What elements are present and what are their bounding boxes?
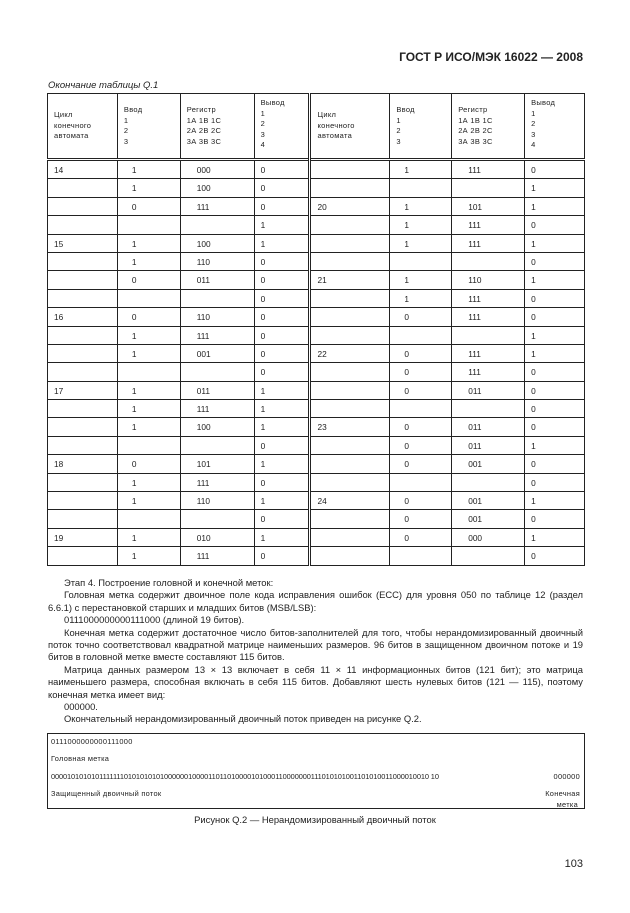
table-cell [390, 326, 452, 344]
table-cell [48, 473, 118, 491]
table-cell [117, 436, 180, 454]
header-register [452, 94, 525, 160]
table-cell [180, 363, 254, 381]
table-cell: 011 [180, 381, 254, 399]
paragraph: Матрица данных размером 13 × 13 включает в себя 11 × 11 информационных битов (121 бит); это матрица наименьшего размера, способная включать в себя 115 битов. Добавляют шесть нулевых битов (121 — 115), поэтому конечная метка имеет вид: [48, 663, 583, 700]
table-cell [180, 289, 254, 307]
table-cell: 111 [180, 547, 254, 565]
table-cell: 24 [310, 492, 390, 510]
table-cell: 0 [117, 271, 180, 289]
table-row [48, 234, 585, 252]
table-cell: 0 [117, 308, 180, 326]
table-cell: 111 [180, 473, 254, 491]
table-cell: 111 [452, 160, 525, 179]
table-cell: 1 [117, 234, 180, 252]
table-cell: 0 [525, 418, 585, 436]
table-cell [48, 492, 118, 510]
table-row [48, 418, 585, 436]
table-cell [48, 418, 118, 436]
table-cell: 0 [390, 510, 452, 528]
header-line: Цикл [54, 110, 73, 120]
table-cell [390, 400, 452, 418]
header-line: 2 [531, 119, 536, 128]
header-line: 3 [531, 129, 536, 139]
table-header-row [48, 94, 585, 160]
table-cell [48, 326, 118, 344]
table-cell: 1 [254, 492, 310, 510]
table-cell: 1 [117, 252, 180, 270]
header-line: Вывод [531, 98, 556, 107]
table-cell [452, 547, 525, 565]
table-cell [310, 234, 390, 252]
table-cell: 0 [117, 455, 180, 473]
header-line: 2А 2В 2С [458, 126, 493, 135]
table-cell: 010 [180, 528, 254, 546]
header-line: 1А 1В 1С [458, 115, 493, 125]
table-cell: 0 [525, 400, 585, 418]
table-row [48, 381, 585, 399]
table-row [48, 271, 585, 289]
header-line: Регистр [186, 105, 216, 114]
table-cell [117, 363, 180, 381]
table-cell: 0 [525, 547, 585, 565]
table-cell: 1 [117, 473, 180, 491]
table-row [48, 160, 585, 179]
header-line: 1 [396, 115, 401, 125]
header-line: 3А 3В 3С [458, 136, 493, 146]
table-cell: 011 [452, 381, 525, 399]
header-line: 1 [123, 115, 129, 125]
table-cell: 1 [525, 179, 585, 197]
paragraph: Окончательный нерандомизированный двоичный поток приведен на рисунке Q.2. [64, 713, 422, 725]
table-cell: 1 [254, 528, 310, 546]
table-cell: 0 [390, 381, 452, 399]
table-cell [310, 308, 390, 326]
table-cell: 1 [390, 216, 452, 234]
table-cell: 0 [390, 528, 452, 546]
header-output [254, 94, 310, 160]
table-row [48, 436, 585, 454]
table-cell: 0 [390, 436, 452, 454]
table-cell: 1 [117, 160, 180, 179]
table-cell: 17 [48, 381, 118, 399]
table-cell: 16 [48, 308, 118, 326]
table-cell: 0 [254, 160, 310, 179]
table-cell [310, 363, 390, 381]
header-line: 1А 1В 1С [186, 115, 222, 125]
table-cell: 0 [254, 473, 310, 491]
header-line: 3 [123, 136, 129, 146]
table-cell [117, 289, 180, 307]
paragraph: Этап 4. Построение головной и конечной меток: [64, 577, 274, 588]
table-row [48, 326, 585, 344]
header-line: 4 [531, 140, 536, 149]
table-cell: 1 [254, 455, 310, 473]
table-cell: 1 [254, 216, 310, 234]
table-cell [452, 252, 525, 270]
table-cell: 110 [452, 271, 525, 289]
table-cell [48, 179, 118, 197]
table-cell: 111 [452, 289, 525, 307]
header-line: Вывод [260, 98, 285, 107]
table-cell: 101 [180, 455, 254, 473]
table-cell: 111 [452, 234, 525, 252]
header-line: 1 [531, 108, 536, 118]
table-cell: 1 [117, 381, 180, 399]
table-cell [180, 216, 254, 234]
table-row [48, 547, 585, 565]
header-line: автомата [54, 131, 89, 141]
header-line: 2 [396, 126, 401, 135]
table-cell: 111 [180, 197, 254, 215]
table-cell: 22 [310, 344, 390, 362]
paragraph: 0111000000000111000 (длиной 19 битов). [64, 614, 245, 626]
table-cell: 1 [117, 400, 180, 418]
state-table [47, 93, 585, 566]
table-cell: 1 [390, 271, 452, 289]
table-cell [390, 252, 452, 270]
table-cell: 111 [452, 216, 525, 234]
table-row [48, 455, 585, 473]
document-id: ГОСТ Р ИСО/МЭК 16022 — 2008 [399, 50, 583, 64]
table-cell: 101 [452, 197, 525, 215]
table-cell [310, 547, 390, 565]
end-label: Конечная [545, 789, 580, 798]
table-row [48, 363, 585, 381]
table-cell [180, 436, 254, 454]
table-cell: 0 [117, 197, 180, 215]
table-cell [310, 400, 390, 418]
table-cell: 0 [525, 216, 585, 234]
table-cell: 111 [452, 308, 525, 326]
table-cell [310, 252, 390, 270]
table-cell: 1 [254, 400, 310, 418]
table-cell: 1 [525, 528, 585, 546]
table-cell: 100 [180, 179, 254, 197]
table-cell: 0 [254, 326, 310, 344]
table-cell: 001 [452, 455, 525, 473]
table-cell: 1 [525, 436, 585, 454]
table-row [48, 473, 585, 491]
table-cell: 20 [310, 197, 390, 215]
table-cell: 0 [254, 547, 310, 565]
table-cell: 1 [254, 234, 310, 252]
header-line: 2 [123, 126, 129, 135]
table-row [48, 400, 585, 418]
table-cell: 1 [117, 326, 180, 344]
table-cell [310, 436, 390, 454]
header-line: 1 [260, 108, 266, 118]
head-bits: 0111000000000111000 [51, 737, 133, 746]
end-label-2: метка [556, 800, 578, 809]
table-row [48, 289, 585, 307]
table-cell: 1 [117, 179, 180, 197]
table-cell: 1 [390, 234, 452, 252]
table-cell: 21 [310, 271, 390, 289]
header-line: 4 [260, 140, 266, 149]
stream-bits: 000010101010111111101010101010000001000011011010000101000110000000111010101001101010011000010010 10 [51, 772, 439, 781]
table-cell: 0 [525, 308, 585, 326]
table-cell: 100 [180, 418, 254, 436]
paragraph: Конечная метка содержит достаточное число битов-заполнителей для того, чтобы нерандомизированный двоичный поток точно соответствовал квадратной матрице наименьших размеров. 96 битов в защищенном двоичном потоке и 19 битов в головной метке вместе составляют 115 битов. [48, 626, 583, 663]
table-cell: 0 [254, 344, 310, 362]
table-cell [48, 547, 118, 565]
table-cell: 0 [390, 455, 452, 473]
table-cell [310, 179, 390, 197]
header-line: 3 [260, 129, 266, 139]
table-row [48, 252, 585, 270]
table-cell: 1 [525, 492, 585, 510]
table-cell: 0 [390, 344, 452, 362]
table-cell: 110 [180, 252, 254, 270]
table-cell: 0 [525, 381, 585, 399]
table-cell: 1 [525, 326, 585, 344]
table-cell: 14 [48, 160, 118, 179]
header-line: 2А 2В 2С [186, 126, 222, 135]
table-cell [310, 289, 390, 307]
table-cell [452, 326, 525, 344]
table-cell [48, 252, 118, 270]
table-cell: 0 [525, 363, 585, 381]
header-line: Ввод [123, 105, 143, 114]
table-cell: 0 [525, 160, 585, 179]
table-row [48, 197, 585, 215]
table-cell [390, 179, 452, 197]
table-cell: 000 [452, 528, 525, 546]
table-cell: 0 [390, 308, 452, 326]
table-row [48, 510, 585, 528]
header-input [390, 94, 452, 160]
table-row [48, 216, 585, 234]
table-cell [48, 271, 118, 289]
table-cell: 111 [452, 344, 525, 362]
table-cell: 0 [254, 436, 310, 454]
table-cell: 011 [452, 436, 525, 454]
table-cell: 0 [390, 363, 452, 381]
table-cell [48, 197, 118, 215]
table-cell: 1 [254, 381, 310, 399]
table-cell: 100 [180, 234, 254, 252]
table-cell: 1 [390, 289, 452, 307]
table-cell: 110 [180, 492, 254, 510]
table-cell: 0 [525, 510, 585, 528]
table-cell: 1 [117, 547, 180, 565]
table-cell: 111 [180, 326, 254, 344]
table-cell: 0 [254, 271, 310, 289]
table-cell [117, 216, 180, 234]
table-cell: 1 [117, 528, 180, 546]
table-row [48, 179, 585, 197]
table-row [48, 344, 585, 362]
header-line: 3 [396, 136, 401, 146]
table-cell [48, 436, 118, 454]
table-cell [310, 326, 390, 344]
table-cell: 0 [254, 252, 310, 270]
table-cell [452, 400, 525, 418]
header-line: Регистр [458, 105, 488, 114]
table-cell: 1 [117, 418, 180, 436]
header-input [117, 94, 180, 160]
table-cell: 111 [452, 363, 525, 381]
paragraph: 000000. [64, 701, 98, 713]
page-number: 103 [564, 858, 583, 870]
header-line: конечного [317, 120, 355, 130]
paragraph: Головная метка содержит двоичное поле кода исправления ошибок (ЕСС) для уровня 050 по таблице 12 (раздел 6.6.1) с перестановкой старших и младших битов (MSB/LSB): [48, 589, 583, 613]
stream-label: Защищенный двоичный поток [51, 789, 162, 798]
table-cell: 0 [390, 492, 452, 510]
table-cell [310, 455, 390, 473]
head-label: Головная метка [51, 754, 110, 763]
header-line: Цикл [317, 110, 337, 120]
table-cell [310, 473, 390, 491]
figure-q2 [47, 733, 585, 809]
table-cell [452, 473, 525, 491]
table-cell: 0 [254, 179, 310, 197]
table-cell: 1 [525, 234, 585, 252]
table-cell [48, 363, 118, 381]
table-cell: 0 [390, 418, 452, 436]
table-cell: 0 [525, 289, 585, 307]
table-cell: 0 [525, 252, 585, 270]
table-cell: 001 [452, 510, 525, 528]
table-cell: 0 [254, 363, 310, 381]
header-line: Ввод [396, 105, 415, 114]
table-cell [48, 510, 118, 528]
table-cell: 001 [180, 344, 254, 362]
table-cell: 0 [254, 510, 310, 528]
table-cell [180, 510, 254, 528]
table-cell [310, 160, 390, 179]
figure-caption: Рисунок Q.2 — Нерандомизированный двоичный поток [194, 814, 436, 825]
table-cell: 110 [180, 308, 254, 326]
table-cell: 011 [452, 418, 525, 436]
table-cell: 1 [525, 344, 585, 362]
table-cell: 1 [390, 197, 452, 215]
table-cell: 1 [254, 418, 310, 436]
table-cell [452, 179, 525, 197]
table-cell: 1 [117, 344, 180, 362]
end-bits: 000000 [553, 772, 580, 781]
table-cell [390, 473, 452, 491]
header-line: автомата [317, 131, 353, 141]
table-cell: 23 [310, 418, 390, 436]
table-cell: 0 [254, 289, 310, 307]
table-cell: 0 [254, 308, 310, 326]
table-cell [310, 528, 390, 546]
table-cell [390, 547, 452, 565]
header-cycle [48, 94, 118, 160]
header-cycle [310, 94, 390, 160]
table-row [48, 492, 585, 510]
table-cell: 0 [525, 455, 585, 473]
table-cell [48, 400, 118, 418]
table-cell: 0 [525, 473, 585, 491]
table-cell: 0 [254, 197, 310, 215]
table-row [48, 308, 585, 326]
table-cell: 011 [180, 271, 254, 289]
table-cell [310, 381, 390, 399]
header-register [180, 94, 254, 160]
table-cell [48, 216, 118, 234]
table-cell: 1 [390, 160, 452, 179]
table-cell: 000 [180, 160, 254, 179]
table-cell: 1 [525, 197, 585, 215]
body-text [48, 577, 583, 726]
table-caption: Окончание таблицы Q.1 [48, 80, 159, 91]
table-cell: 001 [452, 492, 525, 510]
header-line: конечного [54, 120, 92, 130]
table-cell: 15 [48, 234, 118, 252]
table-cell: 111 [180, 400, 254, 418]
header-output [525, 94, 585, 160]
table-cell [48, 344, 118, 362]
table-cell [117, 510, 180, 528]
table-cell [48, 289, 118, 307]
header-line: 2 [260, 119, 266, 128]
table-cell: 19 [48, 528, 118, 546]
table-cell [310, 510, 390, 528]
table-cell: 18 [48, 455, 118, 473]
table-cell: 1 [525, 271, 585, 289]
table-row [48, 528, 585, 546]
table-cell [310, 216, 390, 234]
table-cell: 1 [117, 492, 180, 510]
header-line: 3А 3В 3С [186, 136, 222, 146]
